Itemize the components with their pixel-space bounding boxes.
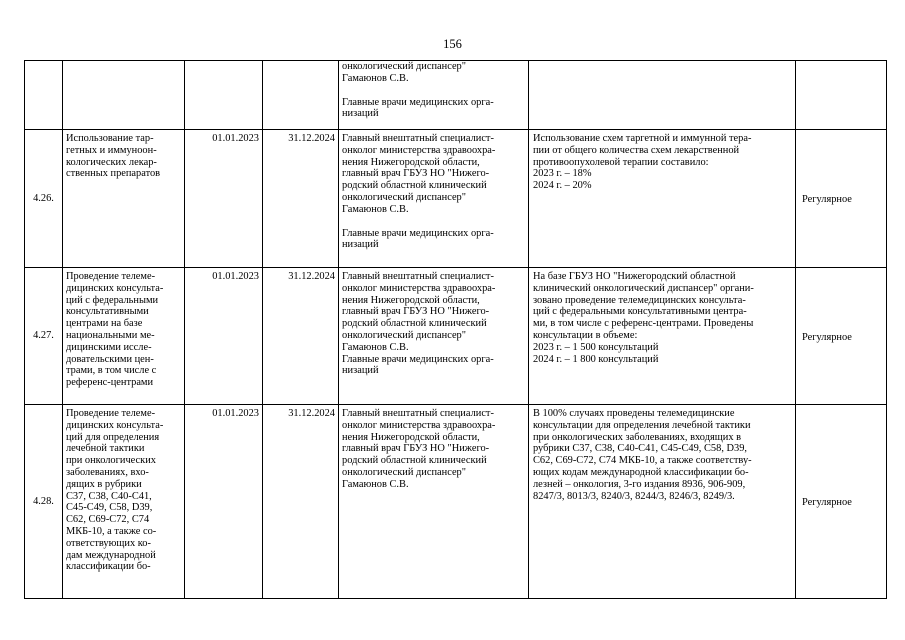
row-number: 4.27. — [25, 268, 63, 405]
status-cell: Регулярное — [796, 268, 887, 405]
result-cell: Использование схем таргетной и иммунной тера- пии от общего количества схем лекарственной противоопухолевой терапии составило: 2023 г. – 18% 2024 г. – 20% — [529, 130, 796, 268]
end-date-cell: 31.12.2024 — [263, 405, 339, 599]
end-date-cell — [263, 61, 339, 130]
responsible-cell: Главный внештатный специалист- онколог министерства здравоохра- нения Нижегородской области, главный врач ГБУЗ НО "Нижего- родский областной клинический онкологический диспансер" Гамаюнов С.В. Главные врачи медицинских орга- низаций — [339, 268, 529, 405]
responsible-secondary: Главные врачи медицинских орга- низаций — [342, 227, 494, 251]
row-number: 4.28. — [25, 405, 63, 599]
table-row — [25, 130, 887, 268]
status-cell — [796, 61, 887, 130]
responsible-primary: Главный внештатный специалист- онколог министерства здравоохра- нения Нижегородской области, главный врач ГБУЗ НО "Нижего- родский областной клинический онкологический диспансер" Гамаюнов С.В. — [342, 133, 496, 215]
end-date-cell: 31.12.2024 — [263, 268, 339, 405]
measure-cell: Использование тар- гетных и иммуноон- кологических лекар- ственных препаратов — [63, 130, 185, 268]
responsible-secondary: Главные врачи медицинских орга- низаций — [342, 96, 494, 120]
measures-table — [24, 60, 887, 599]
start-date-cell: 01.01.2023 — [185, 405, 263, 599]
result-cell: В 100% случаях проведены телемедицинские консультации для определения лечебной тактики при онкологических заболеваниях, входящих в рубрики C37, C38, C40-C41, C45-C49, C58, D39, C62, C69-C72, C74 МКБ-10, а также соответству- ющих кодам международной классификации бо- лезней – онкология, 3-го издания 8936, 906-909, 8247/3, 8013/3, 8240/3, 8244/3, 8246/3, 8249/3. — [529, 405, 796, 599]
responsible-cell: Главный внештатный специалист- онколог министерства здравоохра- нения Нижегородской области, главный врач ГБУЗ НО "Нижего- родский областной клинический онкологический диспансер" Гамаюнов С.В. — [339, 405, 529, 599]
page-number: 156 — [443, 37, 462, 51]
result-cell — [529, 61, 796, 130]
responsible-cell — [339, 130, 529, 268]
row-number — [25, 61, 63, 130]
row-number: 4.26. — [25, 130, 63, 268]
responsible-cell — [339, 61, 529, 130]
measure-cell: Проведение телеме- дицинских консульта- ций для определения лечебной тактики при онкологических заболеваниях, вхо- дящих в рубрики C37, C38, C40-C41, C45-C49, C58, D39, C62, C69-C72, C74 МКБ-10, а также со- ответствующих ко- дам международной классификации бо- — [63, 405, 185, 599]
start-date-cell — [185, 61, 263, 130]
status-cell: Регулярное — [796, 405, 887, 599]
table-row-continuation — [25, 61, 887, 130]
end-date-cell: 31.12.2024 — [263, 130, 339, 268]
responsible-primary: онкологический диспансер" Гамаюнов С.В. — [342, 61, 466, 84]
start-date-cell: 01.01.2023 — [185, 268, 263, 405]
measure-cell — [63, 61, 185, 130]
table-row — [25, 405, 887, 599]
measure-cell: Проведение телеме- дицинских консульта- ций с федеральными консультативными центрами на базе национальными ме- дицинскими иссле- довательскими цен- трами, в том числе с референс-центрами — [63, 268, 185, 405]
status-cell: Регулярное — [796, 130, 887, 268]
table-row — [25, 268, 887, 405]
result-cell: На базе ГБУЗ НО "Нижегородский областной клинический онкологический диспансер" органи- зовано проведение телемедицинских консульта- ций с федеральными консультативными центра- ми, в том числе с референс-центрами. Проведены консультации в объеме: 2023 г. – 1 500 консультаций 2024 г. – 1 800 консультаций — [529, 268, 796, 405]
start-date-cell: 01.01.2023 — [185, 130, 263, 268]
